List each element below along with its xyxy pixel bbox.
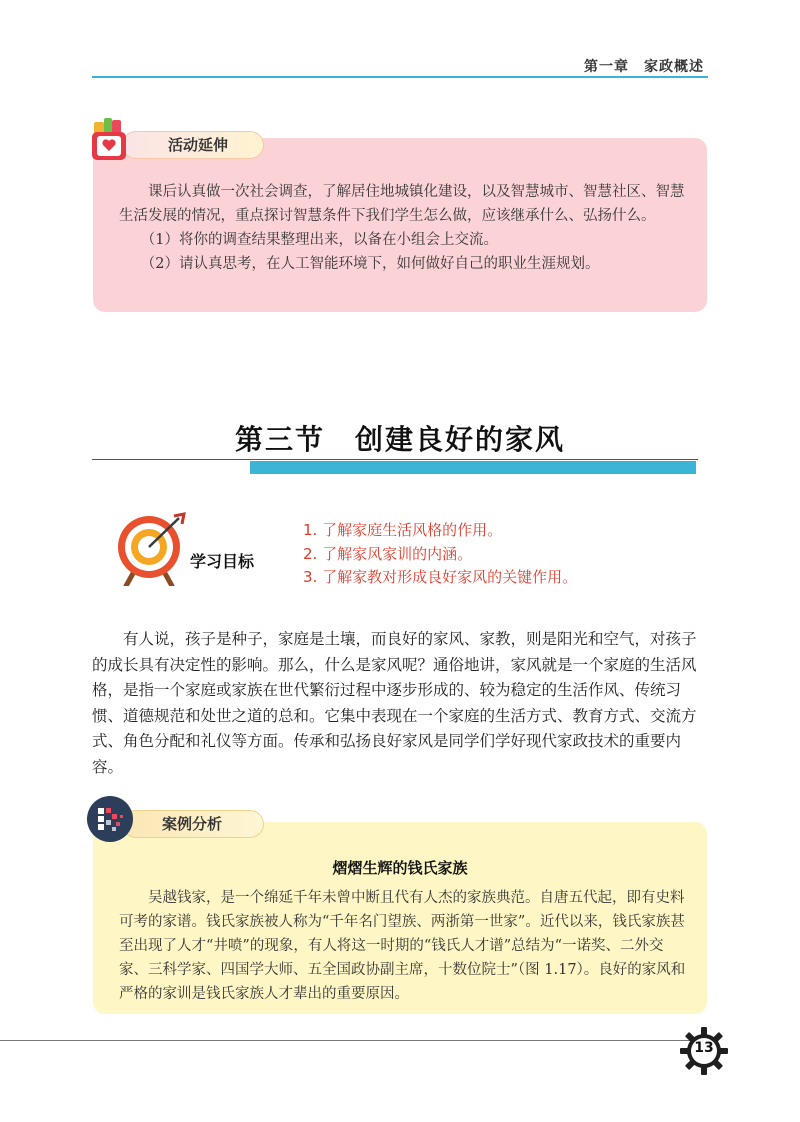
case-title: 熠熠生辉的钱氏家族 <box>332 859 468 877</box>
section-rule <box>92 459 698 460</box>
section-title: 创建良好的家风 <box>355 423 566 456</box>
target-icon <box>116 512 188 586</box>
section-bar <box>250 461 696 474</box>
goal-item-1: 1. 了解家庭生活风格的作用。 <box>303 521 503 539</box>
footer-line <box>0 1040 690 1041</box>
main-paragraph: 有人说，孩子是种子，家庭是土壤，而良好的家风、家教，则是阳光和空气，对孩子的成长具有决定性的影响。那么，什么是家风呢？通俗地讲，家风就是一个家庭的生活风格，是指一个家庭或家族在世代繁衍过程中逐步形成的、较为稳定的生活作风、传统习惯、道德规范和处世之道的总和。它集中表现在一个家庭的生活方式、教育方式、交流方式、角色分配和礼仪等方面。传承和弘扬良好家风是同学们学好现代家政技术的重要内容。 <box>92 630 697 776</box>
shopping-bag-icon <box>88 114 132 162</box>
section-number: 第三节 <box>234 423 325 456</box>
header-divider <box>92 76 708 78</box>
goal-item-3: 3. 了解家教对形成良好家风的关键作用。 <box>303 568 578 586</box>
activity-item-2: （2）请认真思考，在人工智能环境下，如何做好自己的职业生涯规划。 <box>119 256 600 272</box>
case-text: 吴越钱家，是一个绵延千年未曾中断且代有人杰的家族典范。自唐五代起，即有史料可考的家谱。钱氏家族被人称为“千年名门望族、两浙第一世家”。近代以来，钱氏家族甚至出现了人才“井喷”的现象，有人将这一时期的“钱氏人才谱”总结为“一诺奖、二外交家、三科学家、四国学大师、五全国政协副主席，十数位院士”（图 1.17）。良好的家风和严格的家训是钱氏家族人才辈出的重要原因。 <box>119 890 686 1002</box>
section-heading <box>0 418 800 458</box>
goal-item-2: 2. 了解家风家训的内涵。 <box>303 544 473 563</box>
activity-item-1: （1）将你的调查结果整理出来，以备在小组会上交流。 <box>119 232 498 248</box>
goals-label: 学习目标 <box>190 552 255 571</box>
activity-intro: 课后认真做一次社会调查，了解居住地城镇化建设，以及智慧城市、智慧社区、智慧生活发展的情况，重点探讨智慧条件下我们学生怎么做，应该继承什么、弘扬什么。 <box>119 184 685 224</box>
goals-list <box>303 519 577 590</box>
page-number: 13 <box>694 1040 714 1056</box>
case-analysis-icon <box>86 795 134 843</box>
case-label: 案例分析 <box>162 815 223 833</box>
activity-label: 活动延伸 <box>168 136 229 154</box>
chapter-title: 第一章 家政概述 <box>584 59 704 75</box>
activity-content <box>119 180 687 276</box>
